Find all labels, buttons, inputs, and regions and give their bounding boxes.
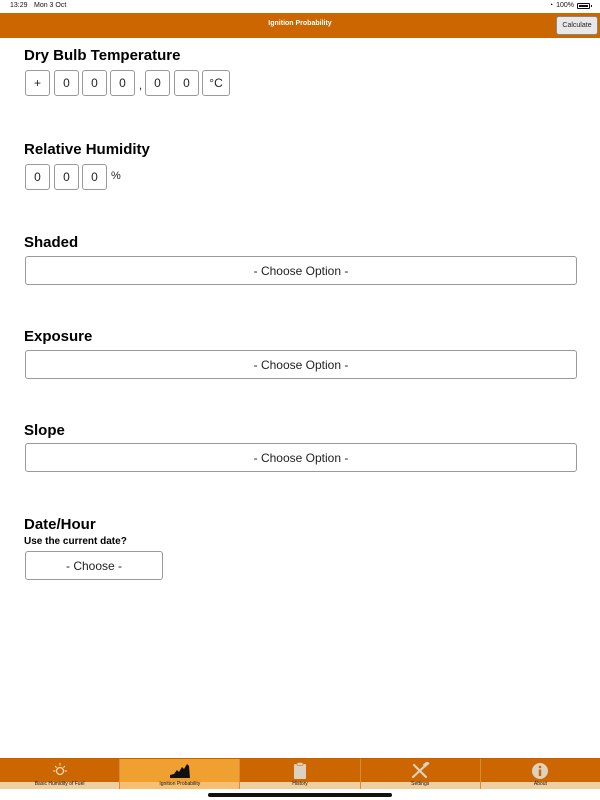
tab-label: Settings [411, 781, 430, 787]
temperature-digit-3[interactable]: 0 [110, 70, 135, 96]
temperature-decimal-1[interactable]: 0 [145, 70, 170, 96]
temperature-unit-button[interactable]: °C [202, 70, 230, 96]
calculate-button[interactable]: Calculate [556, 16, 598, 35]
tab-label: Basic Humidity of Fuel [34, 781, 85, 787]
slope-select[interactable]: - Choose Option - [25, 443, 577, 472]
battery-percent: 100% [556, 2, 574, 9]
humidity-title: Relative Humidity [24, 141, 150, 158]
sun-icon [51, 762, 69, 783]
tab-label: History [292, 781, 308, 787]
flame-chart-icon [169, 762, 191, 783]
decimal-separator: , [139, 80, 143, 92]
home-indicator[interactable] [208, 793, 392, 797]
humidity-digit-3[interactable]: 0 [82, 164, 107, 190]
current-date-select[interactable]: - Choose - [25, 551, 163, 580]
humidity-unit: % [111, 170, 121, 182]
exposure-title: Exposure [24, 328, 93, 345]
tab-label: Ignition Probability [159, 781, 201, 787]
shaded-title: Shaded [24, 234, 79, 251]
humidity-digit-1[interactable]: 0 [25, 164, 50, 190]
status-right [549, 2, 590, 9]
temperature-digit-1[interactable]: 0 [54, 70, 79, 96]
exposure-select[interactable]: - Choose Option - [25, 350, 577, 379]
humidity-digit-2[interactable]: 0 [54, 164, 79, 190]
wifi-icon: ◔ [548, 2, 554, 9]
page-title: Ignition Probability [268, 20, 332, 27]
shaded-select[interactable]: - Choose Option - [25, 256, 577, 285]
tab-ignition-probability[interactable] [120, 759, 240, 789]
status-date: Mon 3 Oct [34, 2, 67, 9]
tab-basic-humidity[interactable] [0, 759, 120, 789]
current-date-question: Use the current date? [24, 536, 127, 547]
tab-history[interactable] [240, 759, 360, 789]
nav-bar [0, 13, 600, 38]
date-hour-title: Date/Hour [24, 516, 96, 533]
temperature-sign-field[interactable]: + [25, 70, 50, 96]
tab-about[interactable] [481, 759, 600, 789]
tab-settings[interactable] [361, 759, 481, 789]
status-time: 13:29 [10, 2, 28, 9]
tab-label: About [533, 781, 547, 787]
temperature-digit-2[interactable]: 0 [82, 70, 107, 96]
dry-bulb-title: Dry Bulb Temperature [24, 47, 181, 64]
battery-icon [577, 3, 590, 9]
status-bar [0, 0, 600, 13]
slope-title: Slope [24, 422, 65, 439]
tab-bar [0, 758, 600, 788]
temperature-decimal-2[interactable]: 0 [174, 70, 199, 96]
